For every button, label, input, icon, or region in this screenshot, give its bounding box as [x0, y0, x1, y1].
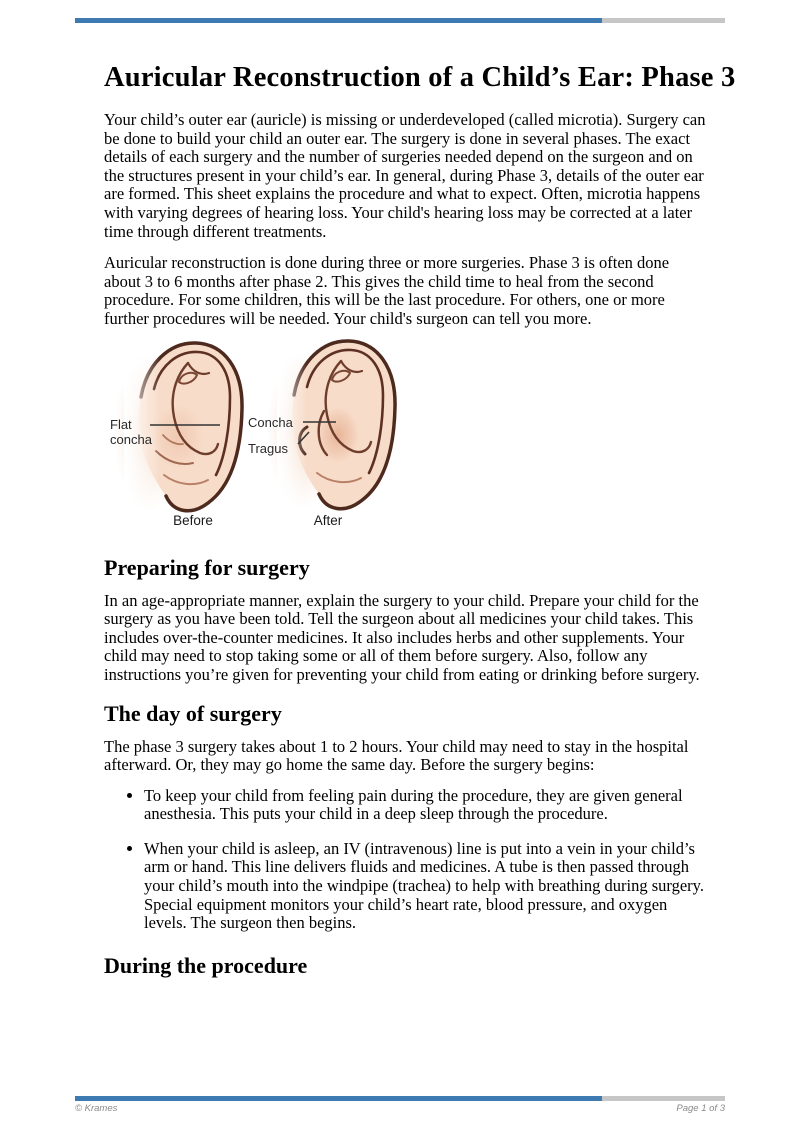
- ear-illustration-figure: [108, 333, 448, 537]
- figure-label-tragus: Tragus: [248, 440, 288, 456]
- preparing-paragraph: In an age-appropriate manner, explain the surgery to your child. Prepare your child for the surgery as you have been told. Tell the surgeon about all medicines your child takes. This includes over-the-counter medicines. It also includes herbs and other supplements. Your child may need to stop taking some or all of them before surgery. Also, follow any instructions you’re given for preventing your child from eating or drinking before surgery.: [104, 590, 700, 684]
- list-item-anesthesia: • To keep your child from feeling pain during the procedure, they are given general anesthesia. This puts your child in a deep sleep through the procedure.: [144, 787, 708, 824]
- section-heading-preparing-for-surgery: Preparing for surgery: [104, 554, 310, 580]
- list-item-iv-line: • When your child is asleep, an IV (intravenous) line is put into a vein in your child’s arm or hand. This line delivers fluids and medicines. A tube is then passed through your child’s mouth into the windpipe (trachea) to help with breathing during surgery. Special equipment monitors your child’s heart rate, blood pressure, and oxygen levels. The surgeon then begins.: [144, 840, 708, 933]
- page-title: Auricular Reconstruction of a Child’s Ear: Phase 3: [104, 62, 736, 93]
- figure-label-concha: Concha: [248, 414, 293, 430]
- footer-bar-gray-segment: [602, 1096, 726, 1101]
- section-heading-during-procedure: During the procedure: [104, 952, 308, 978]
- figure-caption-after: After: [313, 512, 343, 528]
- section-heading-day-of-surgery: The day of surgery: [104, 700, 282, 726]
- day-of-surgery-paragraph: The phase 3 surgery takes about 1 to 2 hours. Your child may need to stay in the hospital afterward. Or, they may go home the same day. Before the surgery begins:: [104, 736, 689, 775]
- figure-label-flat-concha: Flat concha: [110, 416, 152, 447]
- header-accent-bar: [75, 18, 725, 23]
- page-number: Page 1 of 3: [676, 1103, 725, 1114]
- copyright-text: © Krames: [75, 1103, 118, 1114]
- intro-paragraph-1: Your child’s outer ear (auricle) is missing or underdeveloped (called microtia). Surgery can be done to build your child an outer ear. The surgery is done in several phases. The exact details of each surgery and the number of surgeries needed depend on the surgeon and on the structures present in your child’s ear. In general, during Phase 3, details of the outer ear are formed. This sheet explains the procedure and what to expect. Often, microtia happens with varying degrees of hearing loss. Your child's hearing loss may be corrected at a later time through different treatments.: [104, 110, 706, 241]
- page-footer: [75, 1103, 725, 1114]
- intro-paragraph-2: Auricular reconstruction is done during three or more surgeries. Phase 3 is often done about 3 to 6 months after phase 2. This gives the child time to heal from the second procedure. For some children, this will be the last procedure. For others, one or more further procedures will be needed. Your child's surgeon can tell you more.: [104, 253, 670, 328]
- footer-bar-blue-segment: [75, 1096, 602, 1101]
- before-surgery-list: [104, 787, 708, 933]
- header-bar-blue-segment: [75, 18, 602, 23]
- document-body: [104, 50, 736, 979]
- figure-caption-before: Before: [173, 512, 213, 528]
- header-bar-gray-segment: [602, 18, 726, 23]
- footer-accent-bar: [75, 1096, 725, 1101]
